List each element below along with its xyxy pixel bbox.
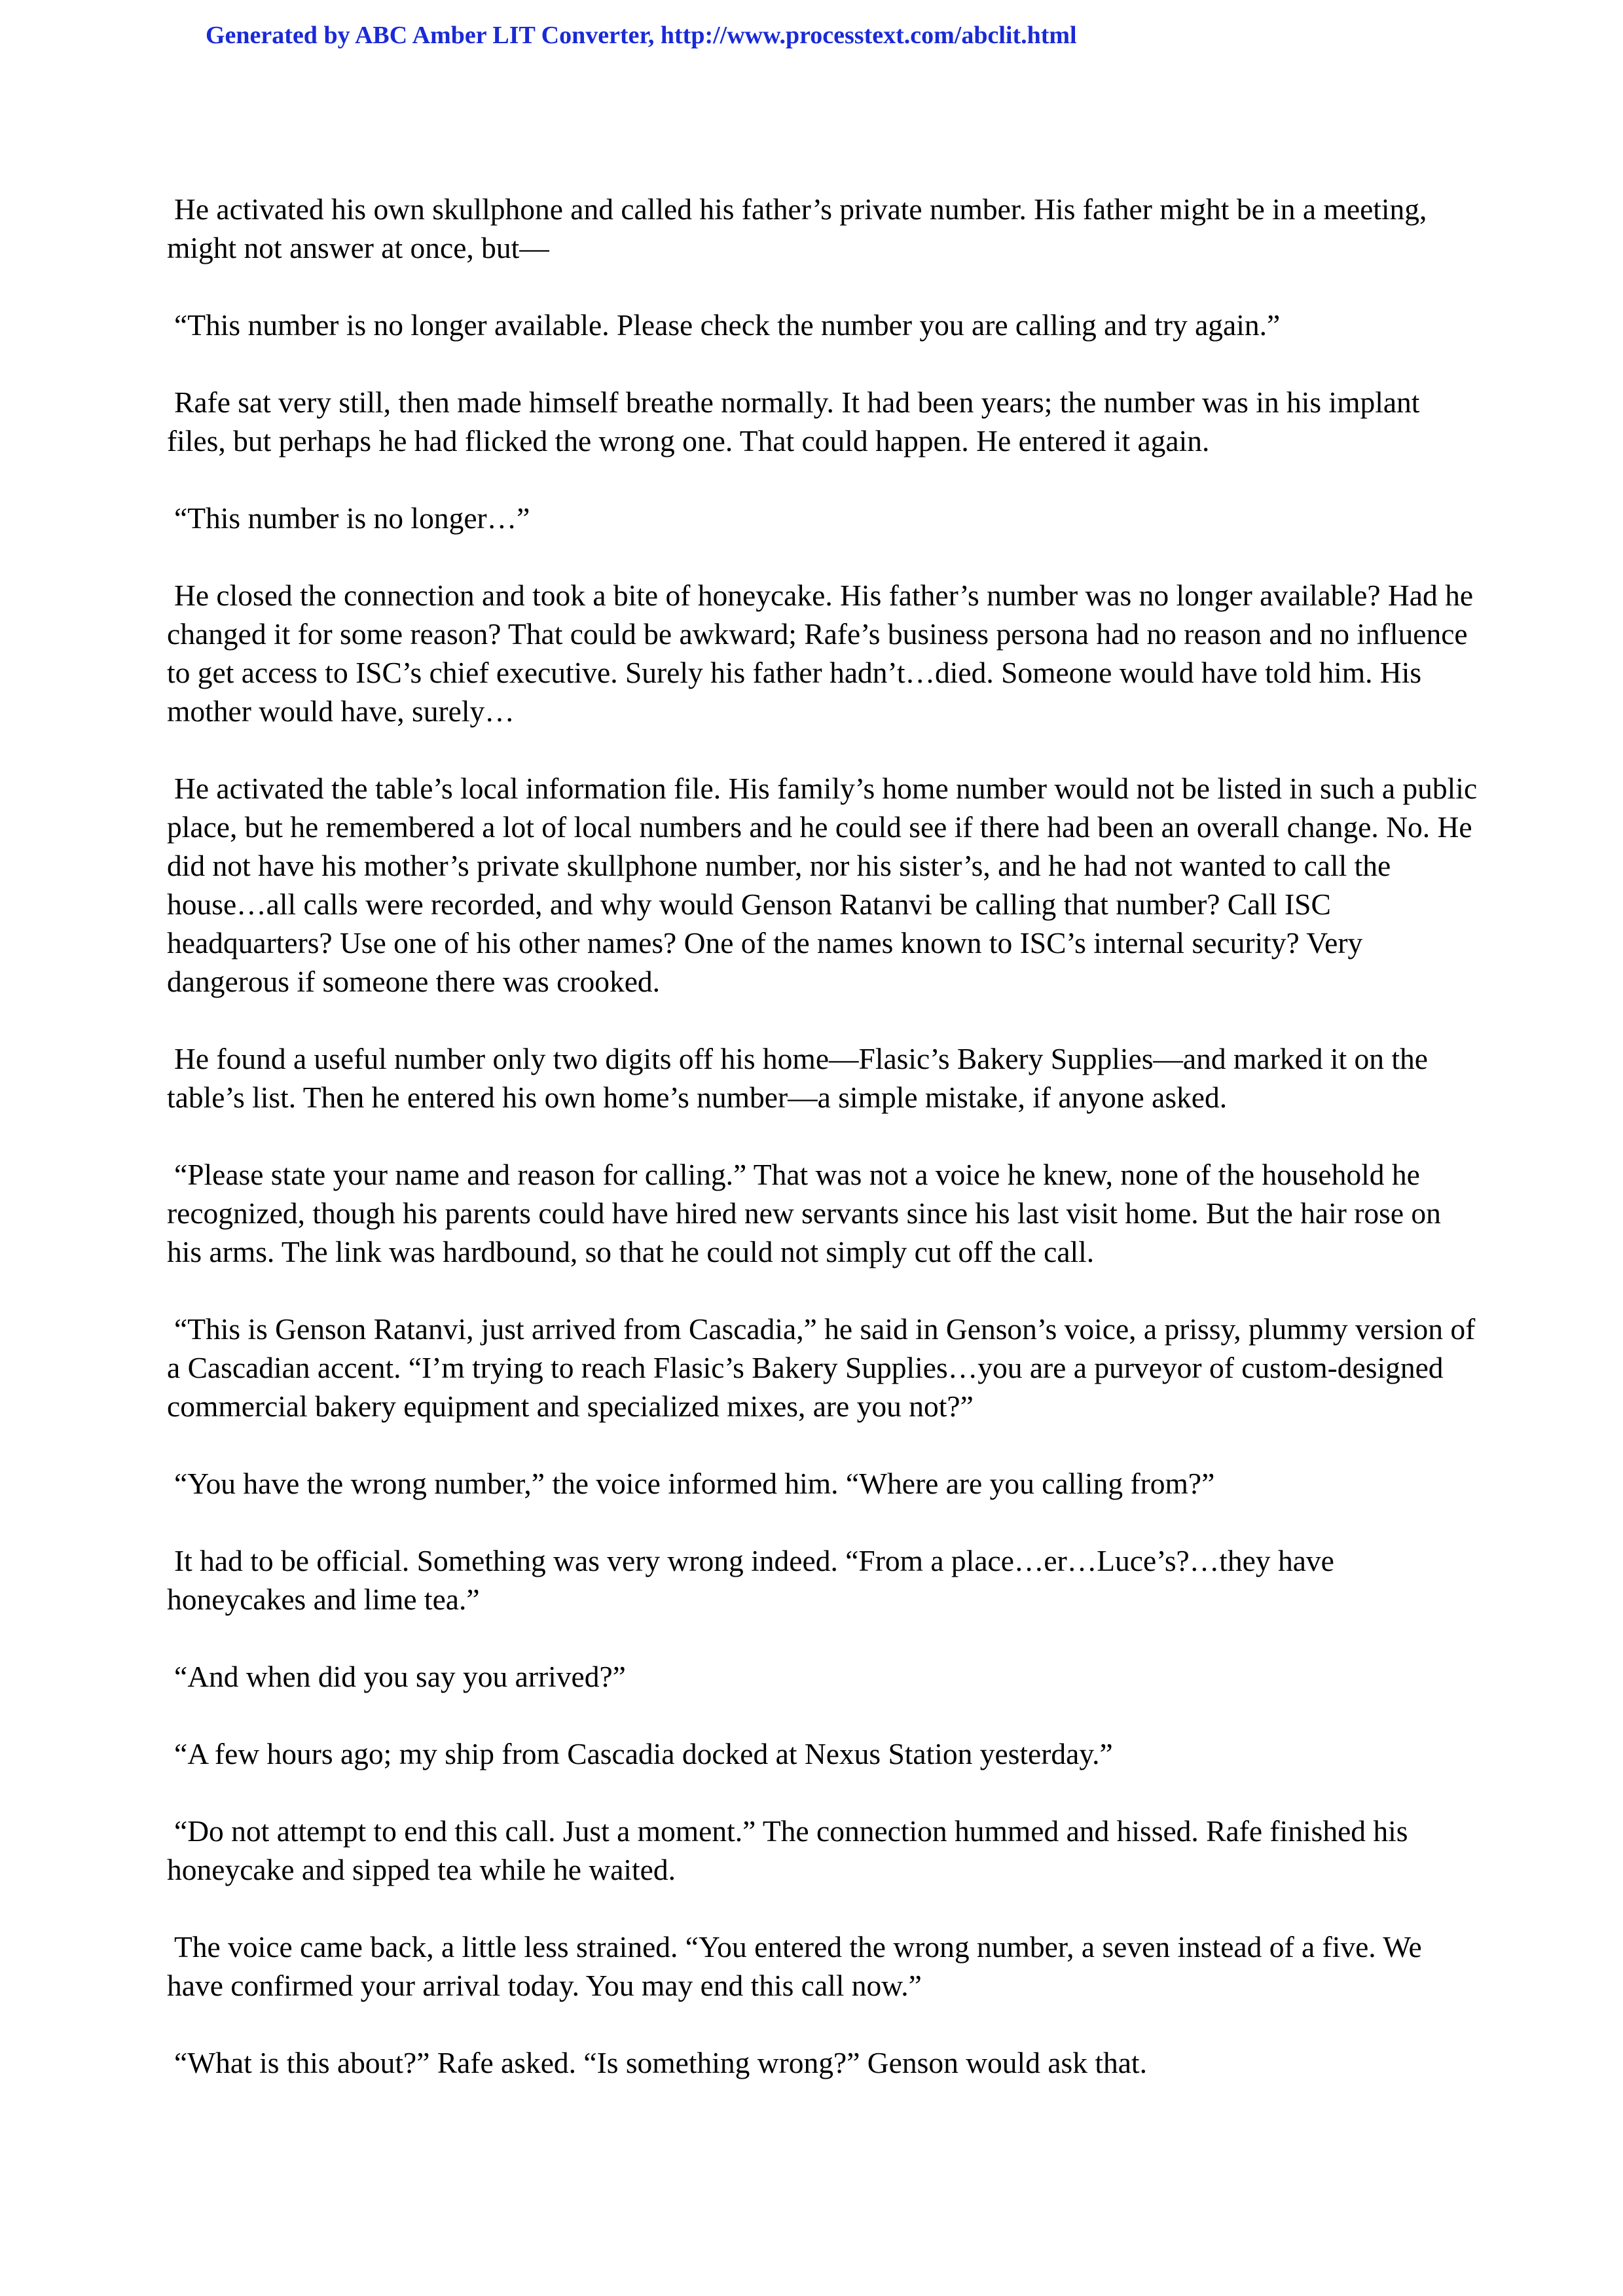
- paragraph: “A few hours ago; my ship from Cascadia docked at Nexus Station yesterday.”: [174, 1737, 1113, 1770]
- paragraph: He activated the table’s local information file. His family’s home number would not be listed in such a public place, but he remembered a lot of local numbers and he could see if there had been an overall change. No. He did not have his mother’s private skullphone number, nor his sister’s, and he had not wanted to call the house…all calls were recorded, and why would Genson Ratanvi be calling that number? Call ISC headquarters? Use one of his other names? One of the names known to ISC’s internal security? Very dangerous if someone there was crooked.: [167, 772, 1478, 998]
- paragraph: “What is this about?” Rafe asked. “Is something wrong?” Genson would ask that.: [174, 2046, 1147, 2079]
- paragraph: “And when did you say you arrived?”: [174, 1660, 626, 1693]
- paragraph: “You have the wrong number,” the voice informed him. “Where are you calling from?”: [174, 1467, 1215, 1500]
- paragraph: “This number is no longer…”: [174, 501, 530, 535]
- paragraph: The voice came back, a little less strained. “You entered the wrong number, a seven instead of a five. We have confirmed your arrival today. You may end this call now.”: [167, 1930, 1422, 2002]
- paragraph: Rafe sat very still, then made himself breathe normally. It had been years; the number was in his implant files, but perhaps he had flicked the wrong one. That could happen. He entered it again.: [167, 386, 1420, 457]
- paragraph: He found a useful number only two digits off his home—Flasic’s Bakery Supplies—and marked it on the table’s list. Then he entered his own home’s number—a simple mistake, if anyone asked.: [167, 1042, 1428, 1114]
- paragraph: “Please state your name and reason for calling.” That was not a voice he knew, none of the household he recognized, though his parents could have hired new servants since his last visit home. But the hair rose on his arms. The link was hardbound, so that he could not simply cut off the call.: [167, 1158, 1441, 1268]
- paragraph: It had to be official. Something was very wrong indeed. “From a place…er…Luce’s?…they have honeycakes and lime tea.”: [167, 1544, 1334, 1616]
- paragraph: “This number is no longer available. Please check the number you are calling and try again.”: [174, 308, 1281, 342]
- paragraph: “Do not attempt to end this call. Just a moment.” The connection hummed and hissed. Rafe finished his honeycake and sipped tea while he waited.: [167, 1814, 1408, 1886]
- paragraph: He closed the connection and took a bite of honeycake. His father’s number was no longer available? Had he changed it for some reason? That could be awkward; Rafe’s business persona had no reason and no influence to get access to ISC’s chief executive. Surely his father hadn’t…died. Someone would have told him. His mother would have, surely…: [167, 579, 1474, 728]
- paragraph: “This is Genson Ratanvi, just arrived from Cascadia,” he said in Genson’s voice, a prissy, plummy version of a Cascadian accent. “I’m trying to reach Flasic’s Bakery Supplies…you are a purveyor of custom-designed commercial bakery equipment and specialized mixes, are you not?”: [167, 1312, 1476, 1423]
- paragraph: He activated his own skullphone and called his father’s private number. His father might be in a meeting, might not answer at once, but—: [167, 192, 1427, 264]
- body-text: [167, 190, 1480, 2082]
- converter-header: Generated by ABC Amber LIT Converter, http://www.processtext.com/abclit.html: [206, 22, 1077, 49]
